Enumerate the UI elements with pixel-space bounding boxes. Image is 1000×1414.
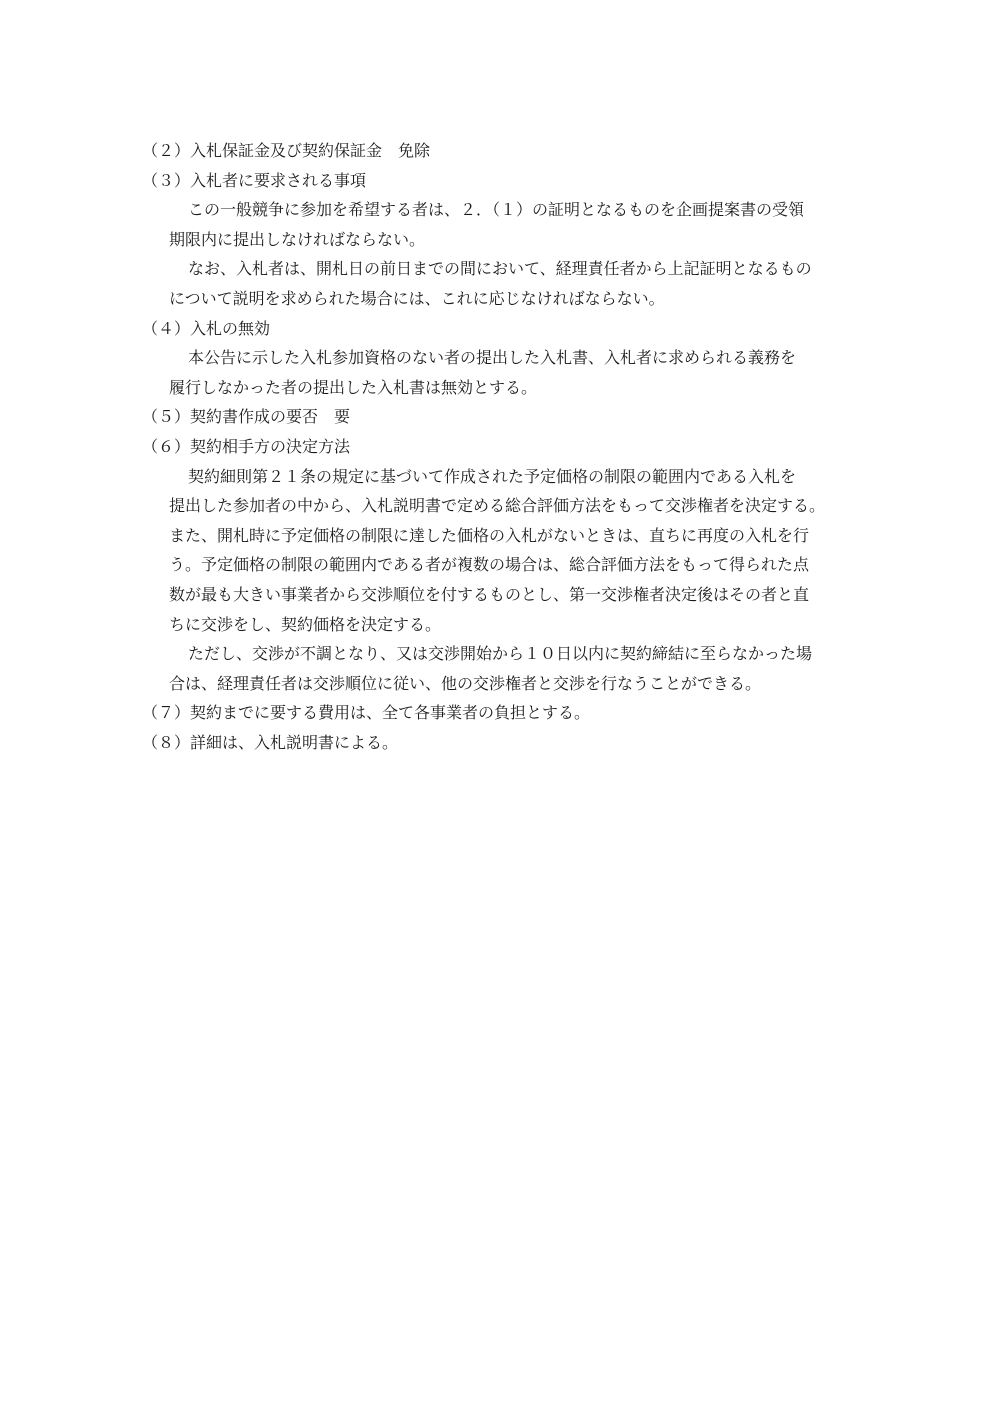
paragraph-line: 履行しなかった者の提出した入札書は無効とする。: [169, 377, 538, 397]
paragraph-line: 期限内に提出しなければならない。: [169, 229, 426, 249]
section-heading-8: （８）詳細は、入札説明書による。: [142, 732, 399, 752]
paragraph-line: なお、入札者は、開札日の前日までの間において、経理責任者から上記証明となるもの: [188, 259, 812, 279]
paragraph-line: 合は、経理責任者は交渉順位に従い、他の交渉権者と交渉を行なうことができる。: [169, 673, 762, 693]
paragraph-line: ちに交渉をし、契約価格を決定する。: [169, 614, 442, 634]
paragraph-line: また、開札時に予定価格の制限に達した価格の入札がないときは、直ちに再度の入札を行: [169, 525, 810, 545]
section-heading-6: （６）契約相手方の決定方法: [142, 436, 351, 456]
paragraph-line: 本公告に示した入札参加資格のない者の提出した入札書、入札者に求められる義務を: [188, 348, 797, 368]
section-heading-4: （４）入札の無効: [142, 318, 271, 338]
section-heading-3: （３）入札者に要求される事項: [142, 170, 367, 190]
paragraph-line: 数が最も大きい事業者から交渉順位を付するものとし、第一交渉権者決定後はその者と直: [169, 584, 810, 604]
section-heading-5: （５）契約書作成の要否 要: [142, 407, 351, 427]
paragraph-line: この一般競争に参加を希望する者は、２．（１）の証明となるものを企画提案書の受領: [188, 200, 805, 220]
section-heading-2: （２）入札保証金及び契約保証金 免除: [142, 141, 431, 160]
paragraph-line: ただし、交渉が不調となり、又は交渉開始から１０日以内に契約締結に至らなかった場: [188, 644, 813, 664]
document-body: [142, 136, 882, 757]
section-heading-7: （７）契約までに要する費用は、全て各事業者の負担とする。: [142, 703, 591, 723]
paragraph-line: う。予定価格の制限の範囲内である者が複数の場合は、総合評価方法をもって得られた点: [169, 555, 810, 575]
paragraph-line: 契約細則第２１条の規定に基づいて作成された予定価格の制限の範囲内である入札を: [188, 466, 797, 486]
paragraph-line: 提出した参加者の中から、入札説明書で定める総合評価方法をもって交渉権者を決定する。: [169, 496, 826, 516]
paragraph-line: について説明を求められた場合には、これに応じなければならない。: [169, 288, 665, 308]
